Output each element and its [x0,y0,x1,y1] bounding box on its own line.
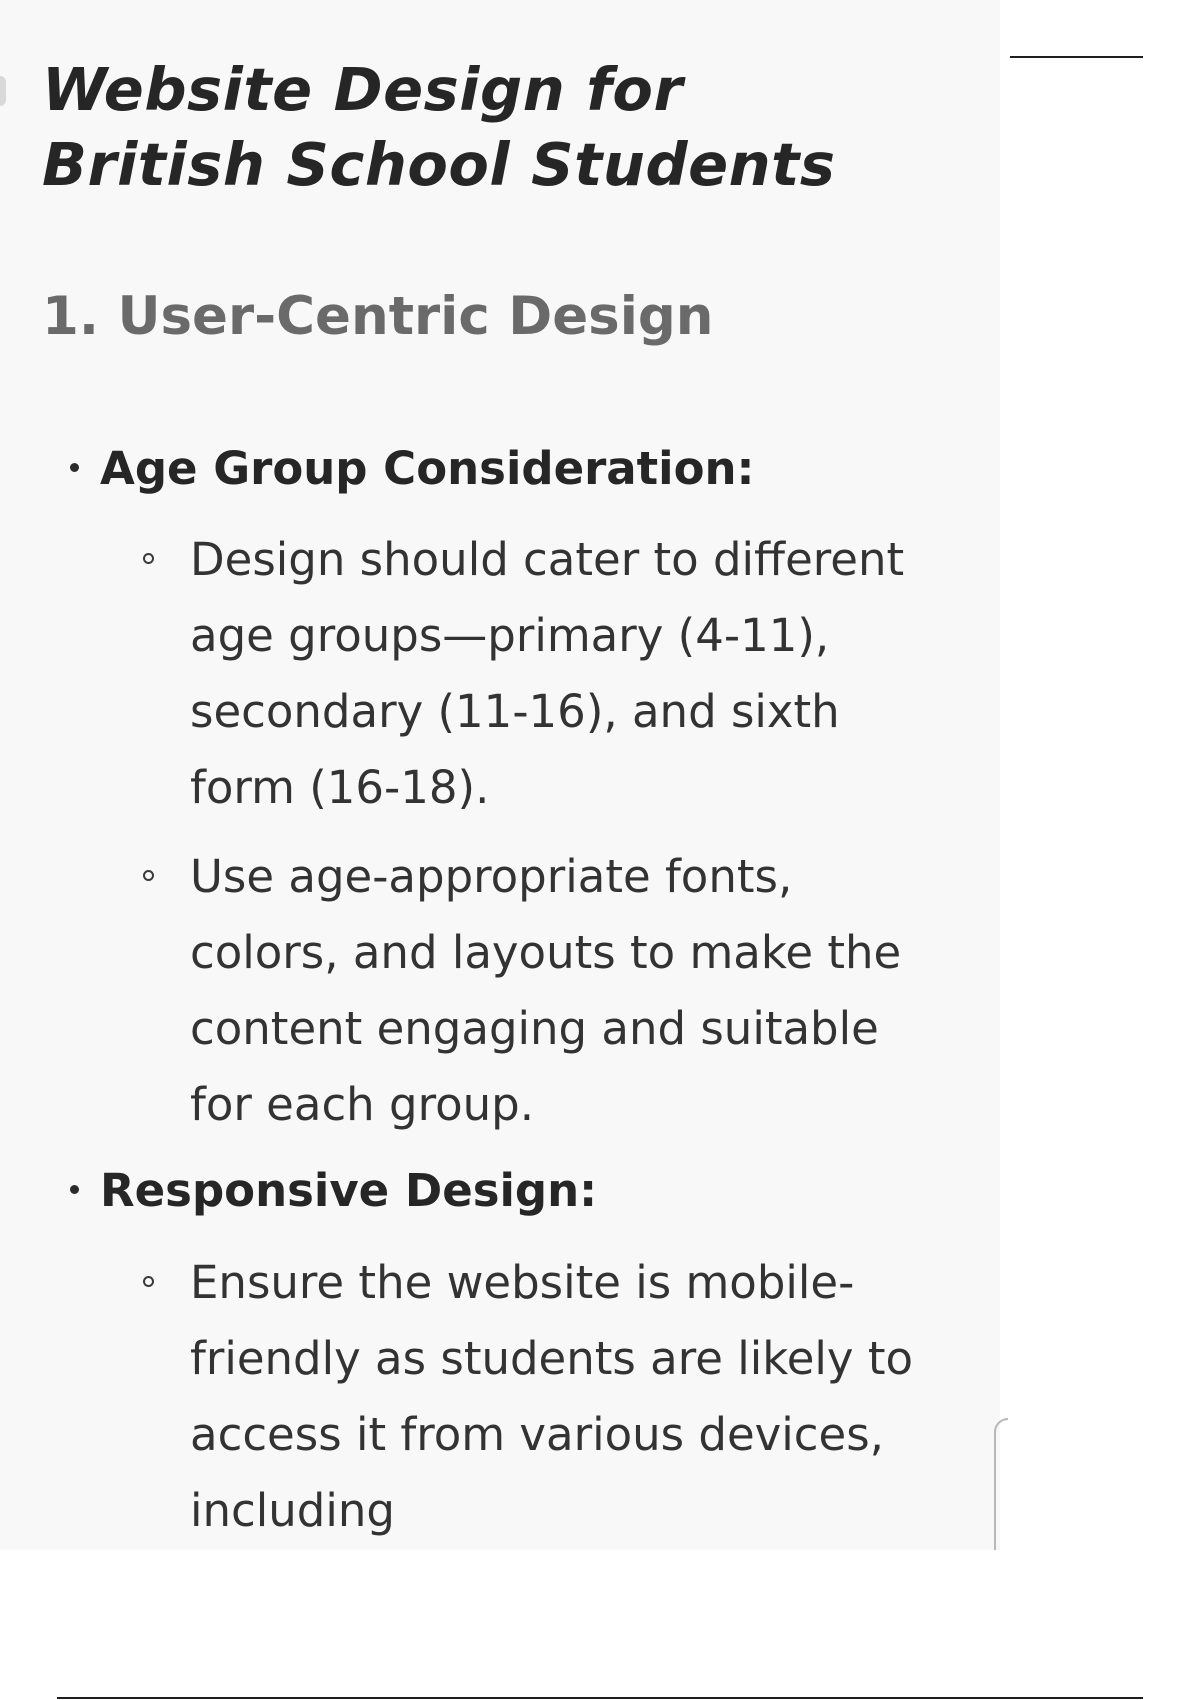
section-heading: 1. User-Centric Design [42,286,714,347]
sub-bullet [143,870,154,881]
left-edge-mark [0,76,6,106]
divider [1010,56,1143,58]
right-gutter [1000,0,1200,1700]
document-title: Website Design for British School Students [42,55,836,199]
item-heading-responsive: Responsive Design: [100,1164,598,1217]
scrollbar-edge[interactable] [994,1418,1008,1550]
list-item: Ensure the website is mobile-friendly as students are likely to access it from various devices, including [190,1256,913,1537]
list-item: Design should cater to different age groups—primary (4-11), secondary (11-16), and sixth form (16-18). [190,533,905,814]
bullet-dot [70,463,79,472]
divider [57,1697,1143,1699]
sub-bullet [143,1276,154,1287]
item-heading-age-group: Age Group Consideration: [100,442,755,495]
sub-bullet [143,553,154,564]
bullet-dot [70,1185,79,1194]
list-item: Use age-appropriate fonts, colors, and layouts to make the content engaging and suitable for each group. [190,850,902,1131]
